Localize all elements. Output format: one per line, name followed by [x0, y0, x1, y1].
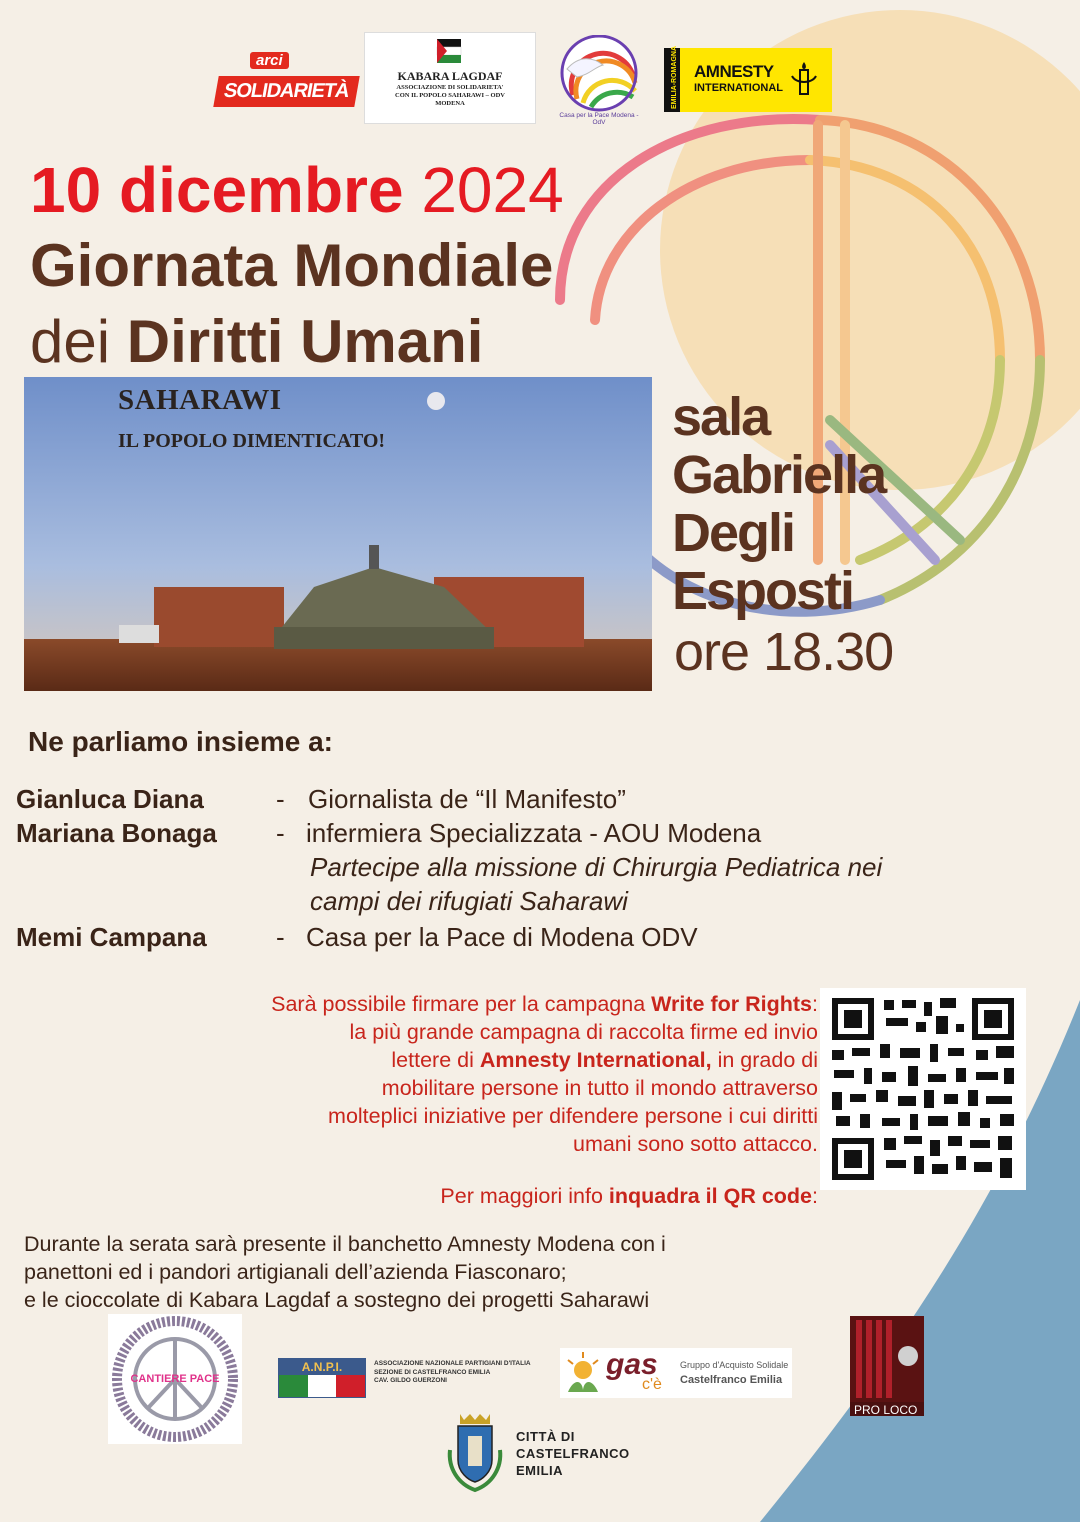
anpi-logo	[278, 1358, 531, 1400]
venue-line2: Gabriella	[672, 445, 886, 505]
qr-info-bold: inquadra il QR code	[608, 1184, 813, 1208]
castelfranco-emilia-logo	[444, 1410, 654, 1494]
speaker1-name: Gianluca Diana	[16, 784, 204, 814]
campaign-l1-post: :	[812, 992, 818, 1016]
campaign-l3-pre: lettere di	[391, 1048, 474, 1072]
international-word: INTERNATIONAL	[694, 82, 784, 94]
kabara-sub3: MODENA	[435, 100, 465, 107]
campaign-line4: mobilitare persone in tutto il mondo attraverso	[381, 1076, 818, 1100]
photo-title: SAHARAWI	[118, 384, 282, 416]
anpi-box	[278, 1358, 366, 1398]
cantiere-pace-logo	[108, 1314, 242, 1444]
castel-line1: CITTÀ DI	[516, 1429, 575, 1444]
italian-flag-icon	[279, 1375, 365, 1397]
title-dei: dei	[30, 308, 111, 375]
gas-text1: Gruppo d'Acquisto Solidale	[680, 1360, 789, 1370]
anpi-text3: CAV. GILDO GUERZONI	[374, 1377, 447, 1384]
event-time: ore 18.30	[674, 622, 894, 682]
arci-solidarieta-logo	[214, 50, 354, 130]
amnesty-international-logo	[664, 48, 832, 112]
closing-line3: e le cioccolate di Kabara Lagdaf a sostegno dei progetti Saharawi	[24, 1288, 650, 1312]
campaign-line5: molteplici iniziative per difendere persone i cui diritti	[328, 1104, 818, 1128]
speaker1-role: Giornalista de “Il Manifesto”	[308, 784, 626, 814]
cantiere-pace-emblem-icon	[108, 1314, 242, 1444]
desert-camp-illustration	[24, 377, 652, 691]
speaker3-dash: -	[276, 922, 285, 952]
speakers-heading: Ne parliamo insieme a:	[28, 726, 334, 757]
anpi-text2: SEZIONE DI CASTELFRANCO EMILIA	[374, 1368, 491, 1376]
anpi-title: A.N.P.I.	[279, 1359, 365, 1375]
kabara-lagdaf-logo	[364, 32, 536, 124]
title-line1: Giornata Mondiale	[30, 232, 554, 299]
kabara-sub2: CON IL POPOLO SAHARAWI – ODV	[395, 92, 505, 99]
gas-ce: c'è	[642, 1376, 662, 1393]
speaker1-dash: -	[276, 784, 285, 814]
gas-castelfranco-logo	[560, 1348, 792, 1398]
anpi-text	[374, 1360, 531, 1386]
photo-subtitle: IL POPOLO DIMENTICATO!	[118, 430, 386, 452]
qr-info-pre: Per maggiori info	[440, 1184, 603, 1208]
speaker3-role: Casa per la Pace di Modena ODV	[306, 922, 698, 952]
arci-logo-top: arci	[250, 52, 289, 69]
gas-text2: Castelfranco Emilia	[680, 1374, 783, 1386]
kabara-sub1: ASSOCIAZIONE DI SOLIDARIETA'	[396, 84, 504, 91]
campaign-line1	[271, 990, 818, 1018]
speaker2-note-line2: campi dei rifugiati Saharawi	[310, 886, 628, 916]
pro-loco-text: PRO LOCO	[854, 1403, 918, 1417]
closing-line2: panettoni ed i pandori artigianali dell’azienda Fiasconaro;	[24, 1260, 567, 1284]
qr-code-icon	[820, 988, 1026, 1190]
qr-info-post: :	[812, 1184, 818, 1208]
campaign-line3	[391, 1046, 818, 1074]
closing-line1: Durante la serata sarà presente il banchetto Amnesty Modena con i	[24, 1232, 666, 1256]
casa-caption: Casa per la Pace Modena - OdV	[559, 112, 639, 126]
amnesty-region: EMILIA-ROMAGNA	[671, 46, 678, 109]
candle-icon	[790, 60, 818, 100]
arci-logo-main: SOLIDARIETÀ	[213, 76, 359, 107]
gas-word: gas	[606, 1348, 658, 1381]
venue-line3: Degli	[672, 503, 795, 563]
campaign-line2: la più grande campagna di raccolta firme ed invio	[349, 1020, 818, 1044]
speaker2-note-line1: Partecipe alla missione di Chirurgia Pediatrica nei	[310, 852, 883, 882]
venue-line1: sala	[672, 387, 770, 447]
casa-per-la-pace-logo	[553, 35, 645, 127]
gas-sun-icon	[562, 1350, 604, 1396]
speaker2-dash: -	[276, 818, 285, 848]
speaker3-name: Memi Campana	[16, 922, 207, 952]
qr-info-line	[440, 1182, 818, 1210]
kabara-title: KABARA LAGDAF	[397, 69, 503, 83]
cantiere-pace-text: CANTIERE PACE	[130, 1373, 220, 1385]
event-date	[30, 152, 564, 228]
castel-line2: CASTELFRANCO	[516, 1446, 630, 1461]
campaign-l3-post: in grado di	[717, 1048, 818, 1072]
saharawi-camp-photo	[24, 377, 652, 691]
amnesty-international-text: Amnesty International,	[479, 1048, 712, 1072]
coat-of-arms-icon	[444, 1410, 506, 1494]
title-line2	[30, 304, 483, 380]
campaign-line6: umani sono sotto attacco.	[572, 1132, 818, 1156]
venue-line4: Esposti	[672, 561, 854, 621]
campaign-l1-pre: Sarà possibile firmare per la campagna	[271, 992, 646, 1016]
castelfranco-text	[516, 1428, 630, 1479]
amnesty-side-band	[664, 48, 680, 112]
speaker2-role: infermiera Specializzata - AOU Modena	[306, 818, 762, 848]
date-year: 2024	[421, 154, 564, 226]
anpi-text1: ASSOCIAZIONE NAZIONALE PARTIGIANI D'ITALIA	[374, 1360, 531, 1367]
pro-loco-logo	[850, 1316, 924, 1416]
saharawi-flag-icon	[433, 37, 465, 65]
write-for-rights: Write for Rights	[651, 992, 813, 1016]
castel-line3: EMILIA	[516, 1463, 564, 1478]
amnesty-word: AMNESTY	[694, 62, 774, 81]
speaker2-name: Mariana Bonaga	[16, 818, 217, 848]
qr-code[interactable]	[820, 988, 1026, 1190]
title-diritti-umani: Diritti Umani	[126, 308, 484, 375]
theater-curtain-icon	[850, 1316, 924, 1402]
date-day-month: 10 dicembre	[30, 154, 404, 226]
dove-rainbow-icon	[553, 35, 645, 113]
